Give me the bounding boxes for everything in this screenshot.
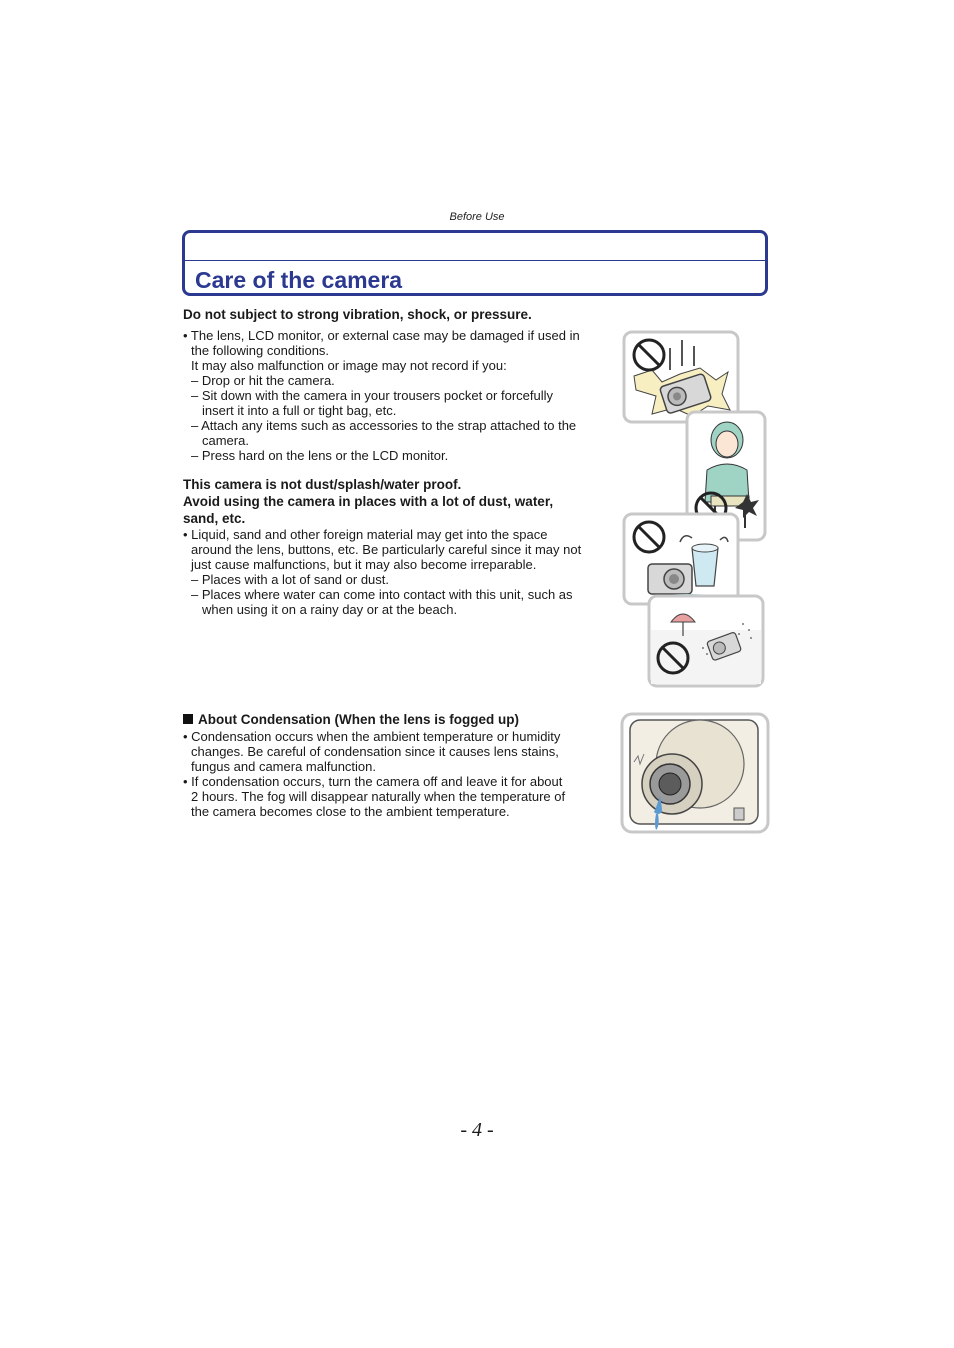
section-condensation (183, 711, 608, 819)
dash-item: – Places where water can come into contact with this unit, such as (191, 587, 573, 602)
section-heading: Avoid using the camera in places with a lot of dust, water, (183, 494, 554, 509)
fogged-lens-illustration (620, 712, 770, 834)
text-line: It may also malfunction or image may not record if you: (191, 358, 507, 373)
dash-item: – Attach any items such as accessories to the strap attached to the (191, 418, 577, 433)
square-bullet-icon (183, 714, 193, 724)
splash-water-illustration (622, 512, 740, 606)
running-header: Before Use (449, 211, 505, 223)
beach-sand-illustration (647, 594, 765, 688)
section-heading: sand, etc. (183, 511, 246, 526)
bullet-item: • The lens, LCD monitor, or external case may be damaged if used in (183, 328, 580, 343)
title-box (182, 230, 768, 296)
section-heading-text: About Condensation (When the lens is fogged up) (198, 712, 519, 727)
page-number: - 4 - (460, 1119, 494, 1141)
bullet-item: • If condensation occurs, turn the camera off and leave it for about (183, 774, 563, 789)
section-heading: This camera is not dust/splash/water proof. (183, 477, 462, 492)
bullet-item: • Liquid, sand and other foreign material may get into the space (183, 527, 548, 542)
title-rule (185, 260, 765, 261)
bullet-item: • Condensation occurs when the ambient temperature or humidity (183, 729, 561, 744)
section-heading (183, 711, 608, 728)
text-line: the camera becomes close to the ambient temperature. (191, 804, 510, 819)
section-vibration (183, 306, 608, 463)
dash-item: – Places with a lot of sand or dust. (191, 572, 389, 587)
text-line: the following conditions. (191, 343, 330, 358)
dash-item: – Press hard on the lens or the LCD monitor. (191, 448, 449, 463)
page-title: Care of the camera (195, 267, 403, 293)
text-line: when using it on a rainy day or at the beach. (202, 602, 458, 617)
section-dust-water (183, 476, 608, 617)
text-line: 2 hours. The fog will disappear naturally when the temperature of (191, 789, 566, 804)
text-line: changes. Be careful of condensation since it causes lens stains, (191, 744, 559, 759)
text-line: around the lens, buttons, etc. Be particularly careful since it may not (191, 542, 582, 557)
text-line: just cause malfunctions, but it may also become irreparable. (191, 557, 537, 572)
dash-item: – Sit down with the camera in your trousers pocket or forcefully (191, 388, 553, 403)
section-heading: Do not subject to strong vibration, shock, or pressure. (183, 307, 532, 322)
text-line: camera. (202, 433, 249, 448)
dash-item: – Drop or hit the camera. (191, 373, 335, 388)
text-line: fungus and camera malfunction. (191, 759, 376, 774)
text-line: insert it into a full or tight bag, etc. (202, 403, 397, 418)
